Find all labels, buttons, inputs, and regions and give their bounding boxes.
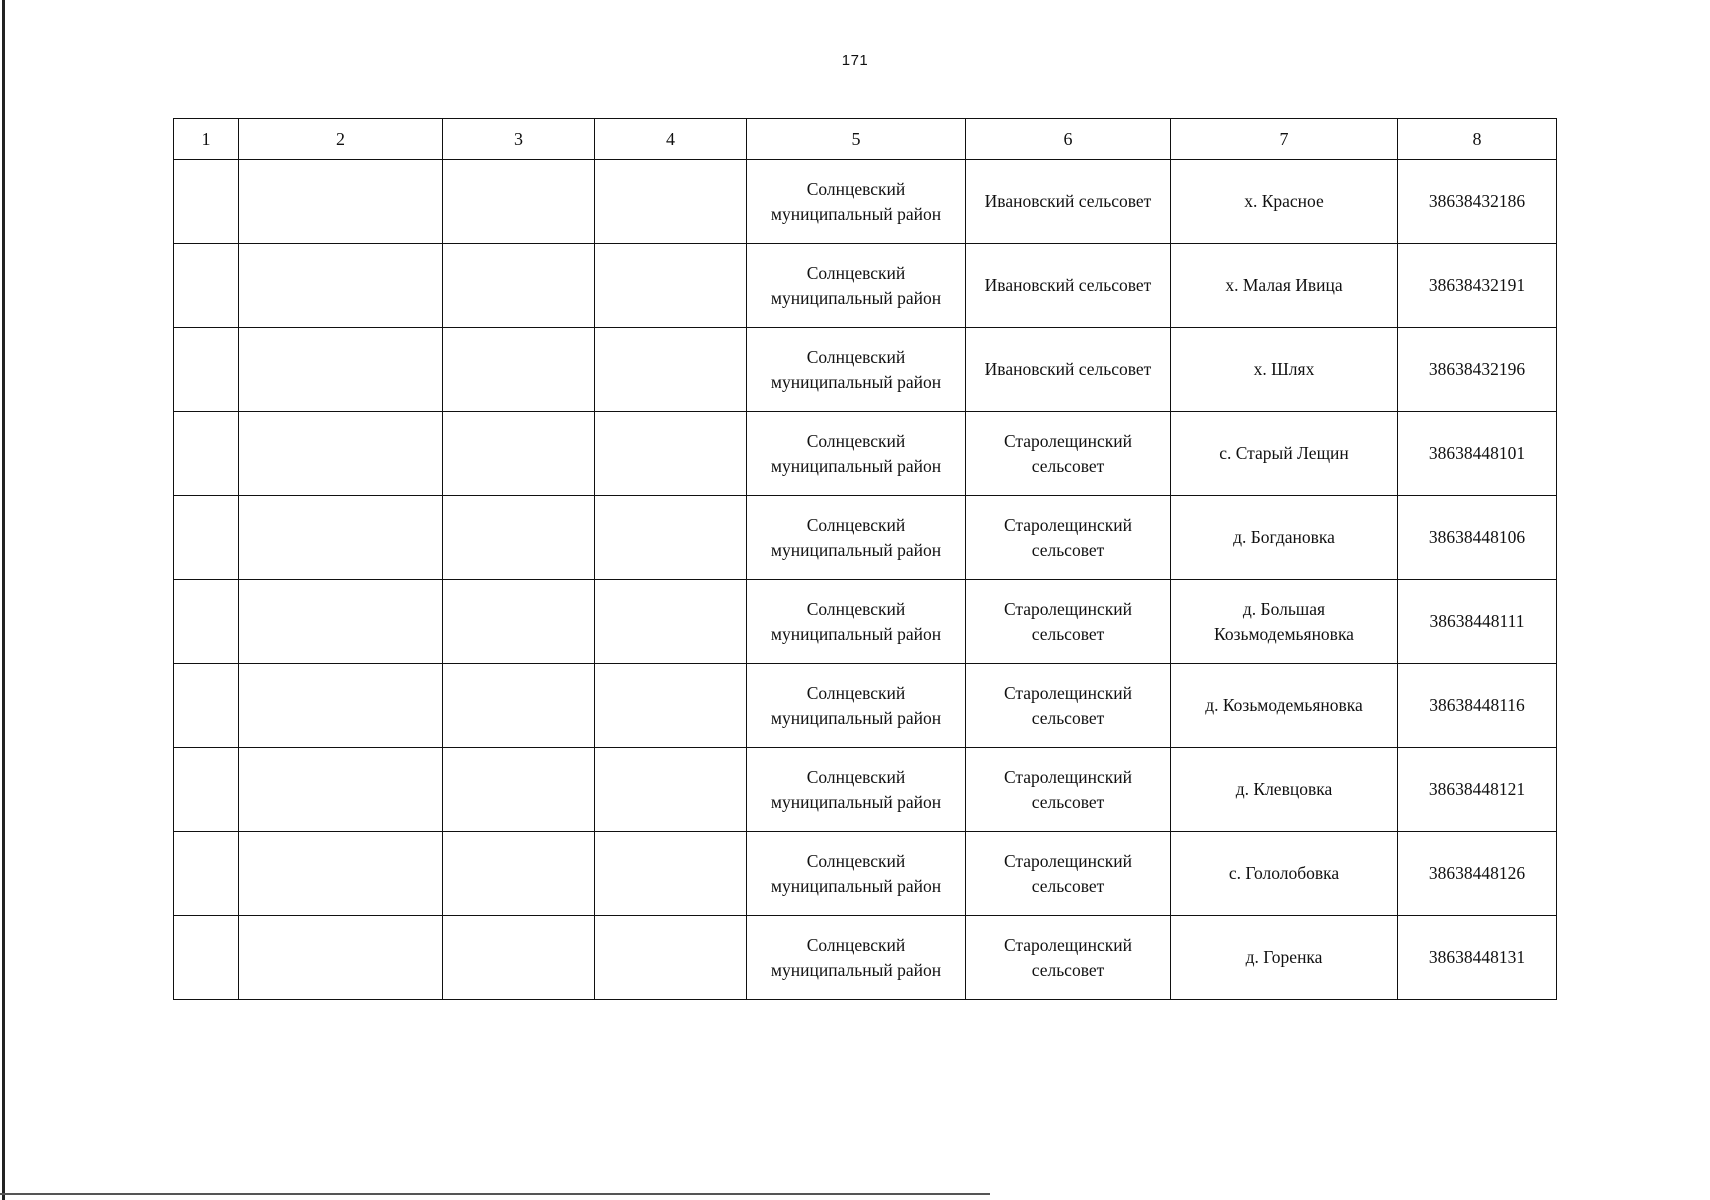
cell-code: 38638448131: [1398, 916, 1557, 1000]
column-header-2: 2: [239, 119, 443, 160]
cell-council: Старолещинский сельсовет: [966, 412, 1171, 496]
cell-col-2: [239, 328, 443, 412]
cell-district: Солнцевский муниципальный район: [747, 244, 966, 328]
cell-district: Солнцевский муниципальный район: [747, 160, 966, 244]
cell-district: Солнцевский муниципальный район: [747, 664, 966, 748]
page-number: 171: [841, 52, 869, 69]
cell-col-3: [443, 916, 595, 1000]
cell-council: Старолещинский сельсовет: [966, 664, 1171, 748]
cell-col-2: [239, 580, 443, 664]
cell-col-2: [239, 496, 443, 580]
cell-district: Солнцевский муниципальный район: [747, 496, 966, 580]
cell-settlement: х. Красное: [1171, 160, 1398, 244]
cell-col-3: [443, 412, 595, 496]
cell-col-1: [174, 160, 239, 244]
cell-col-4: [595, 916, 747, 1000]
cell-col-4: [595, 244, 747, 328]
cell-col-4: [595, 496, 747, 580]
cell-settlement: х. Малая Ивица: [1171, 244, 1398, 328]
cell-code: 38638448121: [1398, 748, 1557, 832]
cell-settlement: д. Богдановка: [1171, 496, 1398, 580]
cell-district: Солнцевский муниципальный район: [747, 916, 966, 1000]
column-header-5: 5: [747, 119, 966, 160]
column-header-1: 1: [174, 119, 239, 160]
cell-col-4: [595, 160, 747, 244]
table-row: [174, 748, 1557, 832]
cell-settlement: д. Большая Козьмодемьяновка: [1171, 580, 1398, 664]
cell-col-3: [443, 160, 595, 244]
cell-district: Солнцевский муниципальный район: [747, 412, 966, 496]
cell-district: Солнцевский муниципальный район: [747, 580, 966, 664]
cell-col-2: [239, 664, 443, 748]
scan-left-edge: [2, 0, 5, 1200]
table-row: [174, 160, 1557, 244]
cell-col-3: [443, 580, 595, 664]
cell-col-3: [443, 244, 595, 328]
cell-council: Старолещинский сельсовет: [966, 916, 1171, 1000]
cell-col-4: [595, 580, 747, 664]
cell-settlement: д. Горенка: [1171, 916, 1398, 1000]
cell-col-4: [595, 328, 747, 412]
cell-district: Солнцевский муниципальный район: [747, 748, 966, 832]
cell-council: Ивановский сельсовет: [966, 160, 1171, 244]
cell-council: Старолещинский сельсовет: [966, 496, 1171, 580]
cell-col-2: [239, 244, 443, 328]
cell-settlement: д. Клевцовка: [1171, 748, 1398, 832]
cell-council: Ивановский сельсовет: [966, 244, 1171, 328]
table-row: [174, 496, 1557, 580]
cell-district: Солнцевский муниципальный район: [747, 328, 966, 412]
cell-col-4: [595, 832, 747, 916]
cell-col-3: [443, 496, 595, 580]
cell-col-2: [239, 160, 443, 244]
column-header-4: 4: [595, 119, 747, 160]
cell-settlement: с. Гололобовка: [1171, 832, 1398, 916]
cell-col-1: [174, 664, 239, 748]
table-row: [174, 916, 1557, 1000]
cell-col-1: [174, 580, 239, 664]
table-body: [174, 160, 1557, 1000]
cell-col-1: [174, 244, 239, 328]
table-row: [174, 580, 1557, 664]
cell-col-2: [239, 832, 443, 916]
cell-col-3: [443, 748, 595, 832]
cell-district: Солнцевский муниципальный район: [747, 832, 966, 916]
cell-code: 38638432196: [1398, 328, 1557, 412]
cell-code: 38638448116: [1398, 664, 1557, 748]
column-header-8: 8: [1398, 119, 1557, 160]
cell-code: 38638448126: [1398, 832, 1557, 916]
settlements-table: [173, 118, 1557, 1000]
cell-settlement: х. Шлях: [1171, 328, 1398, 412]
cell-col-2: [239, 748, 443, 832]
cell-col-4: [595, 748, 747, 832]
cell-code: 38638432191: [1398, 244, 1557, 328]
table-row: [174, 412, 1557, 496]
cell-col-3: [443, 328, 595, 412]
cell-council: Старолещинский сельсовет: [966, 580, 1171, 664]
cell-col-4: [595, 412, 747, 496]
cell-col-2: [239, 412, 443, 496]
cell-col-4: [595, 664, 747, 748]
table-row: [174, 244, 1557, 328]
cell-col-2: [239, 916, 443, 1000]
cell-settlement: с. Старый Лещин: [1171, 412, 1398, 496]
column-header-6: 6: [966, 119, 1171, 160]
cell-col-1: [174, 748, 239, 832]
table-row: [174, 328, 1557, 412]
cell-settlement: д. Козьмодемьяновка: [1171, 664, 1398, 748]
cell-code: 38638448111: [1398, 580, 1557, 664]
cell-col-3: [443, 664, 595, 748]
table-row: [174, 832, 1557, 916]
column-header-3: 3: [443, 119, 595, 160]
cell-council: Старолещинский сельсовет: [966, 832, 1171, 916]
cell-col-1: [174, 496, 239, 580]
cell-col-1: [174, 412, 239, 496]
cell-col-1: [174, 328, 239, 412]
cell-col-3: [443, 832, 595, 916]
header-row: [174, 119, 1557, 160]
cell-code: 38638448106: [1398, 496, 1557, 580]
column-header-7: 7: [1171, 119, 1398, 160]
cell-col-1: [174, 832, 239, 916]
cell-council: Ивановский сельсовет: [966, 328, 1171, 412]
table-header: [174, 119, 1557, 160]
scan-bottom-rule: [0, 1193, 990, 1195]
cell-code: 38638448101: [1398, 412, 1557, 496]
cell-col-1: [174, 916, 239, 1000]
table-row: [174, 664, 1557, 748]
cell-council: Старолещинский сельсовет: [966, 748, 1171, 832]
cell-code: 38638432186: [1398, 160, 1557, 244]
